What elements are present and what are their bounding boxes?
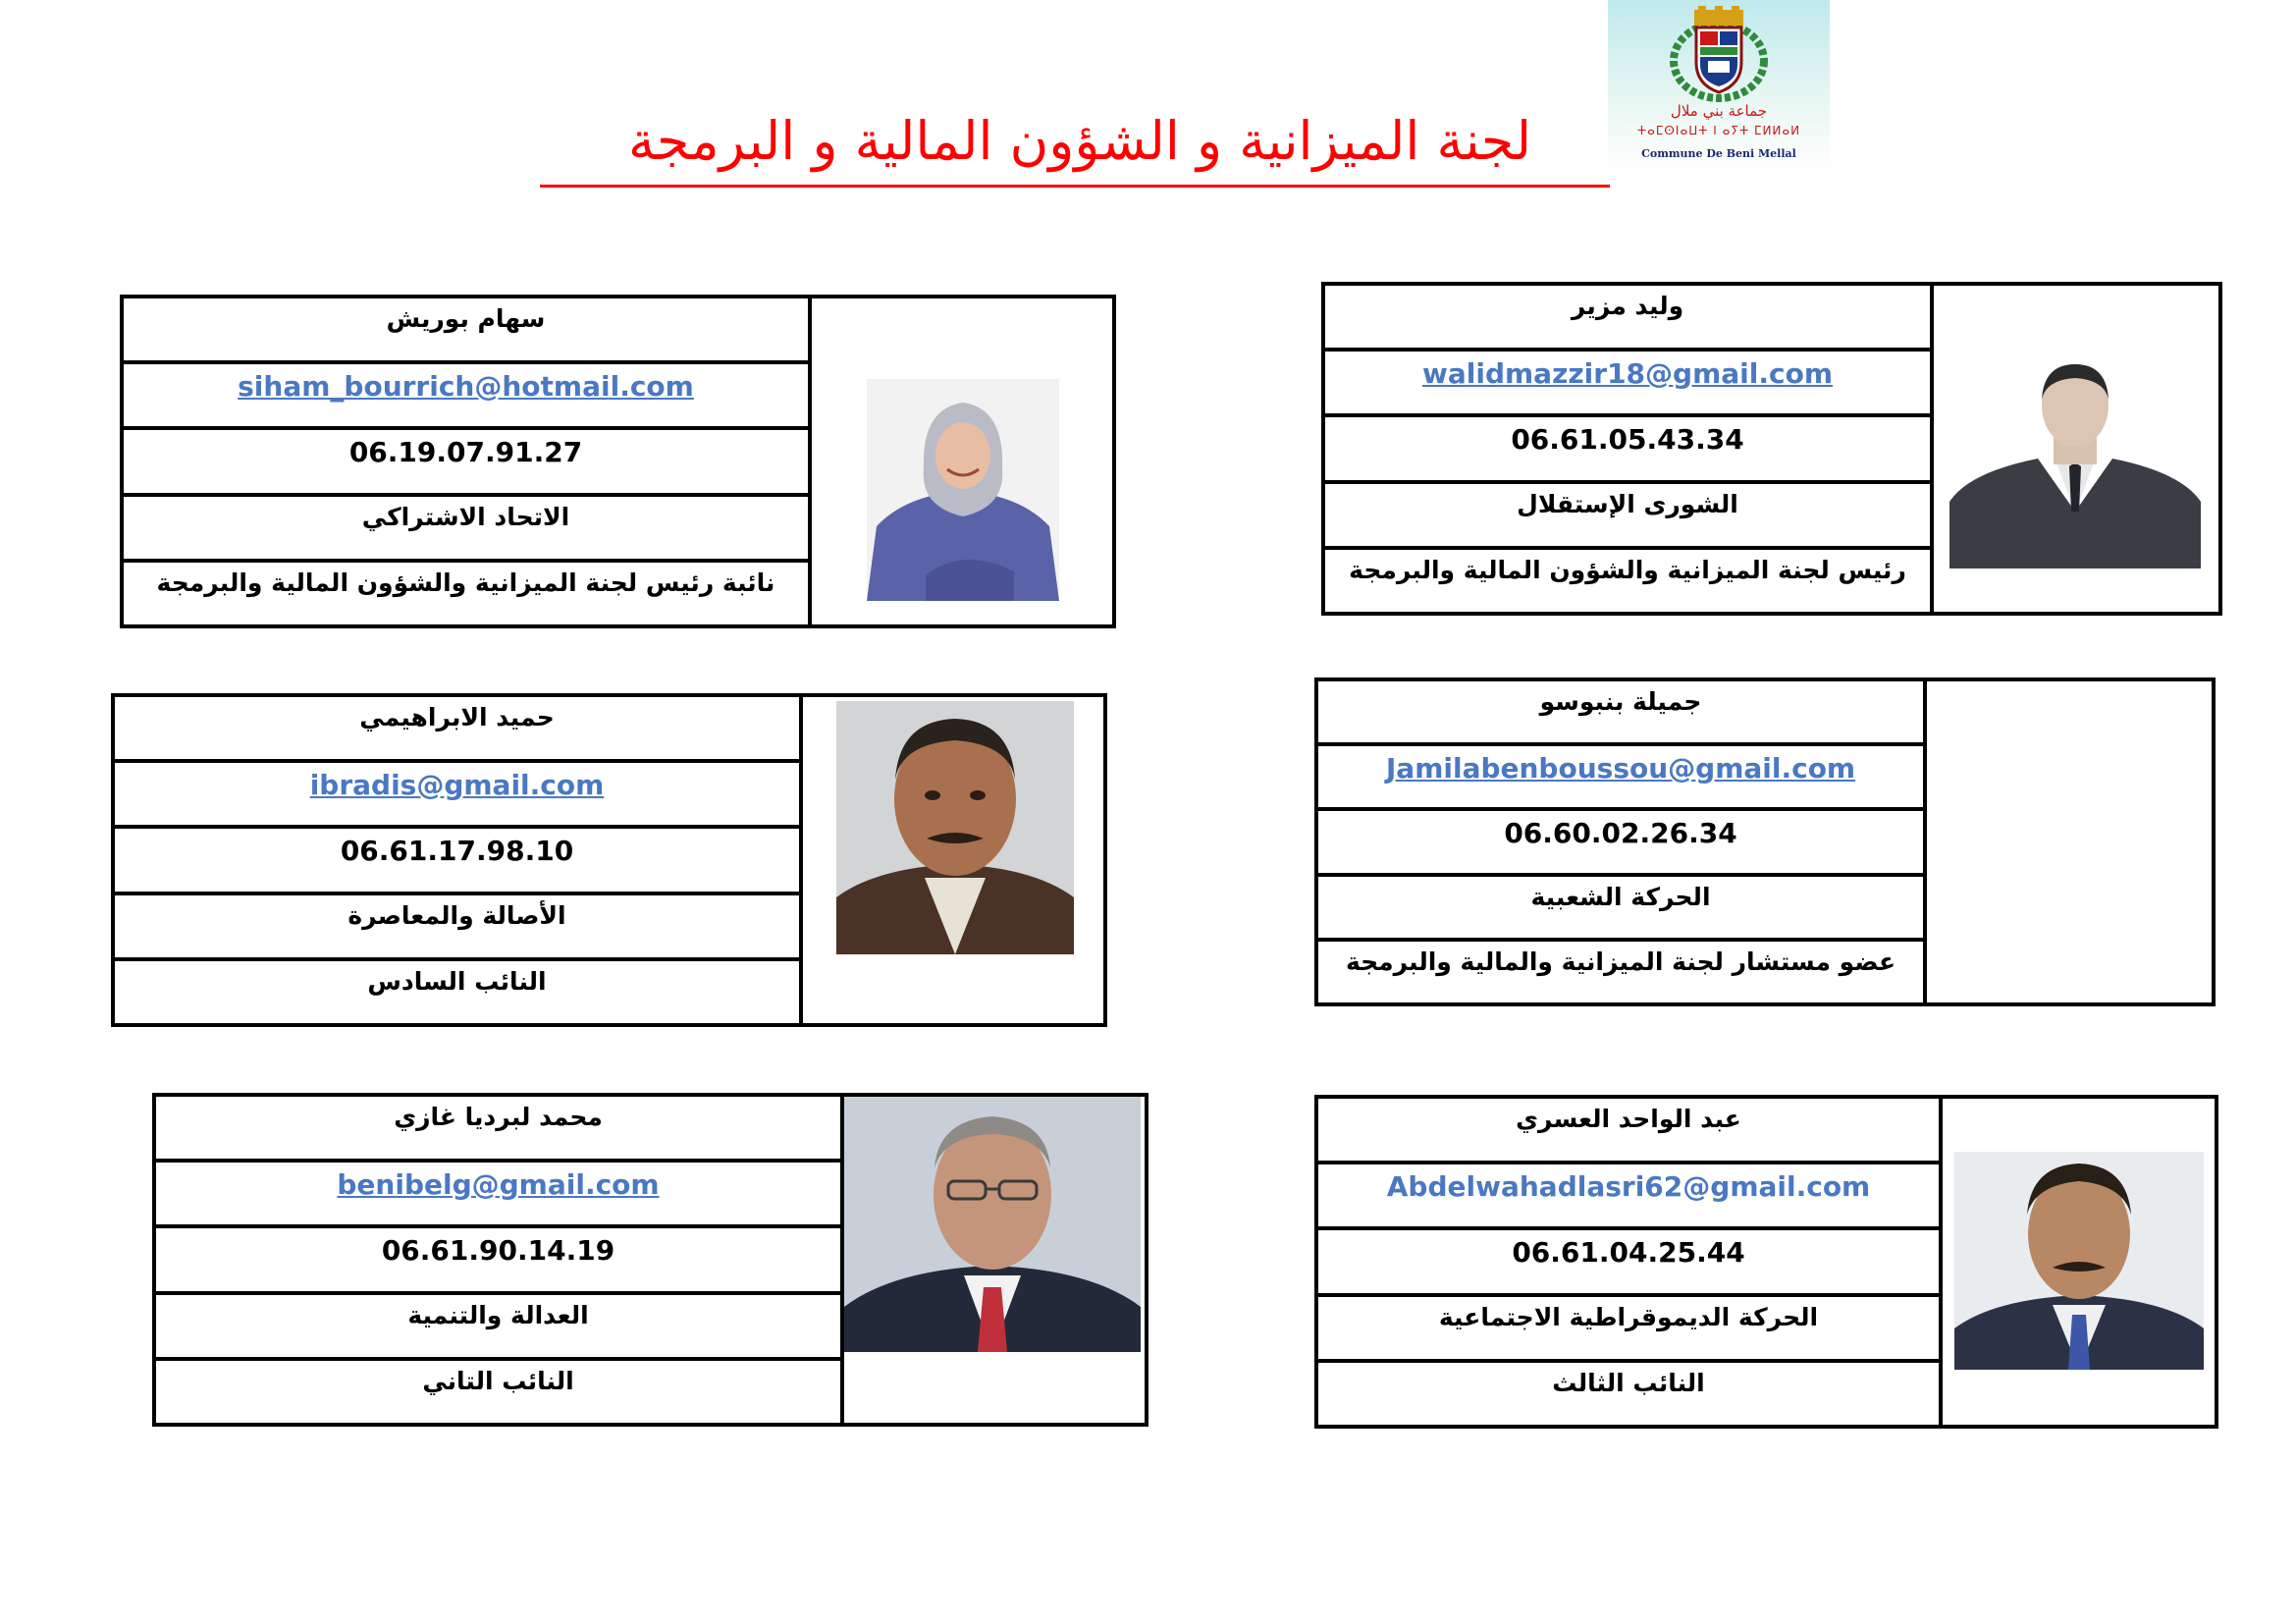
member-name: جميلة بنبوسو: [1318, 681, 1923, 746]
member-email-link[interactable]: ibradis@gmail.com: [115, 763, 799, 829]
member-phone: 06.19.07.91.27: [124, 430, 808, 496]
member-party: الأصالة والمعاصرة: [115, 895, 799, 961]
member-name: حميد الابراهيمي: [115, 697, 799, 763]
member-party: العدالة والتنمية: [156, 1295, 840, 1361]
member-photo-cell: [808, 298, 1112, 624]
logo-french-text: Commune De Beni Mellal: [1641, 147, 1796, 160]
member-photo: [1949, 364, 2201, 568]
member-email-link[interactable]: siham_bourrich@hotmail.com: [124, 364, 808, 430]
member-email-link[interactable]: Abdelwahadlasri62@gmail.com: [1318, 1164, 1939, 1230]
member-photo: [867, 379, 1059, 601]
member-name: عبد الواحد العسري: [1318, 1099, 1939, 1164]
page-title: لجنة الميزانية و الشؤون المالية و البرمجة: [627, 110, 1532, 172]
member-role: نائبة رئيس لجنة الميزانية والشؤون المالية والبرمجة: [156, 568, 775, 597]
member-phone: 06.61.90.14.19: [156, 1228, 840, 1294]
member-name: سهام بوريش: [124, 298, 808, 364]
member-party: الحركة الديموقراطية الاجتماعية: [1318, 1297, 1939, 1363]
member-party: الشورى الإستقلال: [1325, 484, 1930, 550]
commune-logo: [1608, 0, 1830, 172]
member-name: محمد لبرديا غازي: [156, 1097, 840, 1163]
member-photo: [836, 701, 1074, 954]
member-photo-cell: [1930, 286, 2218, 612]
member-phone: 06.61.04.25.44: [1318, 1230, 1939, 1296]
member-photo: [844, 1097, 1141, 1352]
member-name: وليد مزير: [1325, 286, 1930, 352]
member-phone: 06.61.05.43.34: [1325, 417, 1930, 483]
member-photo-cell-empty: [1923, 681, 2212, 1002]
member-card-1: [1321, 282, 2222, 616]
member-card-2: [120, 295, 1116, 628]
member-photo-cell: [840, 1097, 1145, 1423]
member-role: النائب التاني: [422, 1366, 574, 1395]
member-role: رئيس لجنة الميزانية والشؤون المالية والبرمجة: [1349, 555, 1906, 584]
title-underline: [540, 185, 1610, 188]
member-phone: 06.60.02.26.34: [1318, 811, 1923, 876]
member-photo-cell: [799, 697, 1103, 1023]
coat-of-arms-icon: [1665, 6, 1773, 104]
member-role: عضو مستشار لجنة الميزانية والمالية والبرمجة: [1345, 947, 1896, 976]
logo-tifinagh-text: ⵜⴰⵎⵙⵏⴰⵡⵜ ⵏ ⴰⵢⵜ ⵎⵍⵍⴰⵍ: [1636, 124, 1801, 137]
member-photo: [1954, 1152, 2204, 1370]
member-party: الاتحاد الاشتراكي: [124, 497, 808, 563]
member-email-link[interactable]: benibelg@gmail.com: [156, 1163, 840, 1228]
member-card-4: [111, 693, 1107, 1027]
member-card-6: [152, 1093, 1148, 1427]
logo-arabic-text: جماعة بني ملال: [1670, 102, 1768, 120]
member-role: النائب السادس: [367, 966, 547, 996]
member-phone: 06.61.17.98.10: [115, 829, 799, 894]
member-photo-cell: [1939, 1099, 2215, 1425]
member-email-link[interactable]: walidmazzir18@gmail.com: [1325, 352, 1930, 417]
member-party: الحركة الشعبية: [1318, 877, 1923, 942]
member-email-link[interactable]: Jamilabenboussou@gmail.com: [1318, 746, 1923, 811]
member-card-5: [1314, 1095, 2218, 1429]
member-role: النائب الثالث: [1552, 1368, 1705, 1397]
member-card-3: [1314, 677, 2216, 1006]
